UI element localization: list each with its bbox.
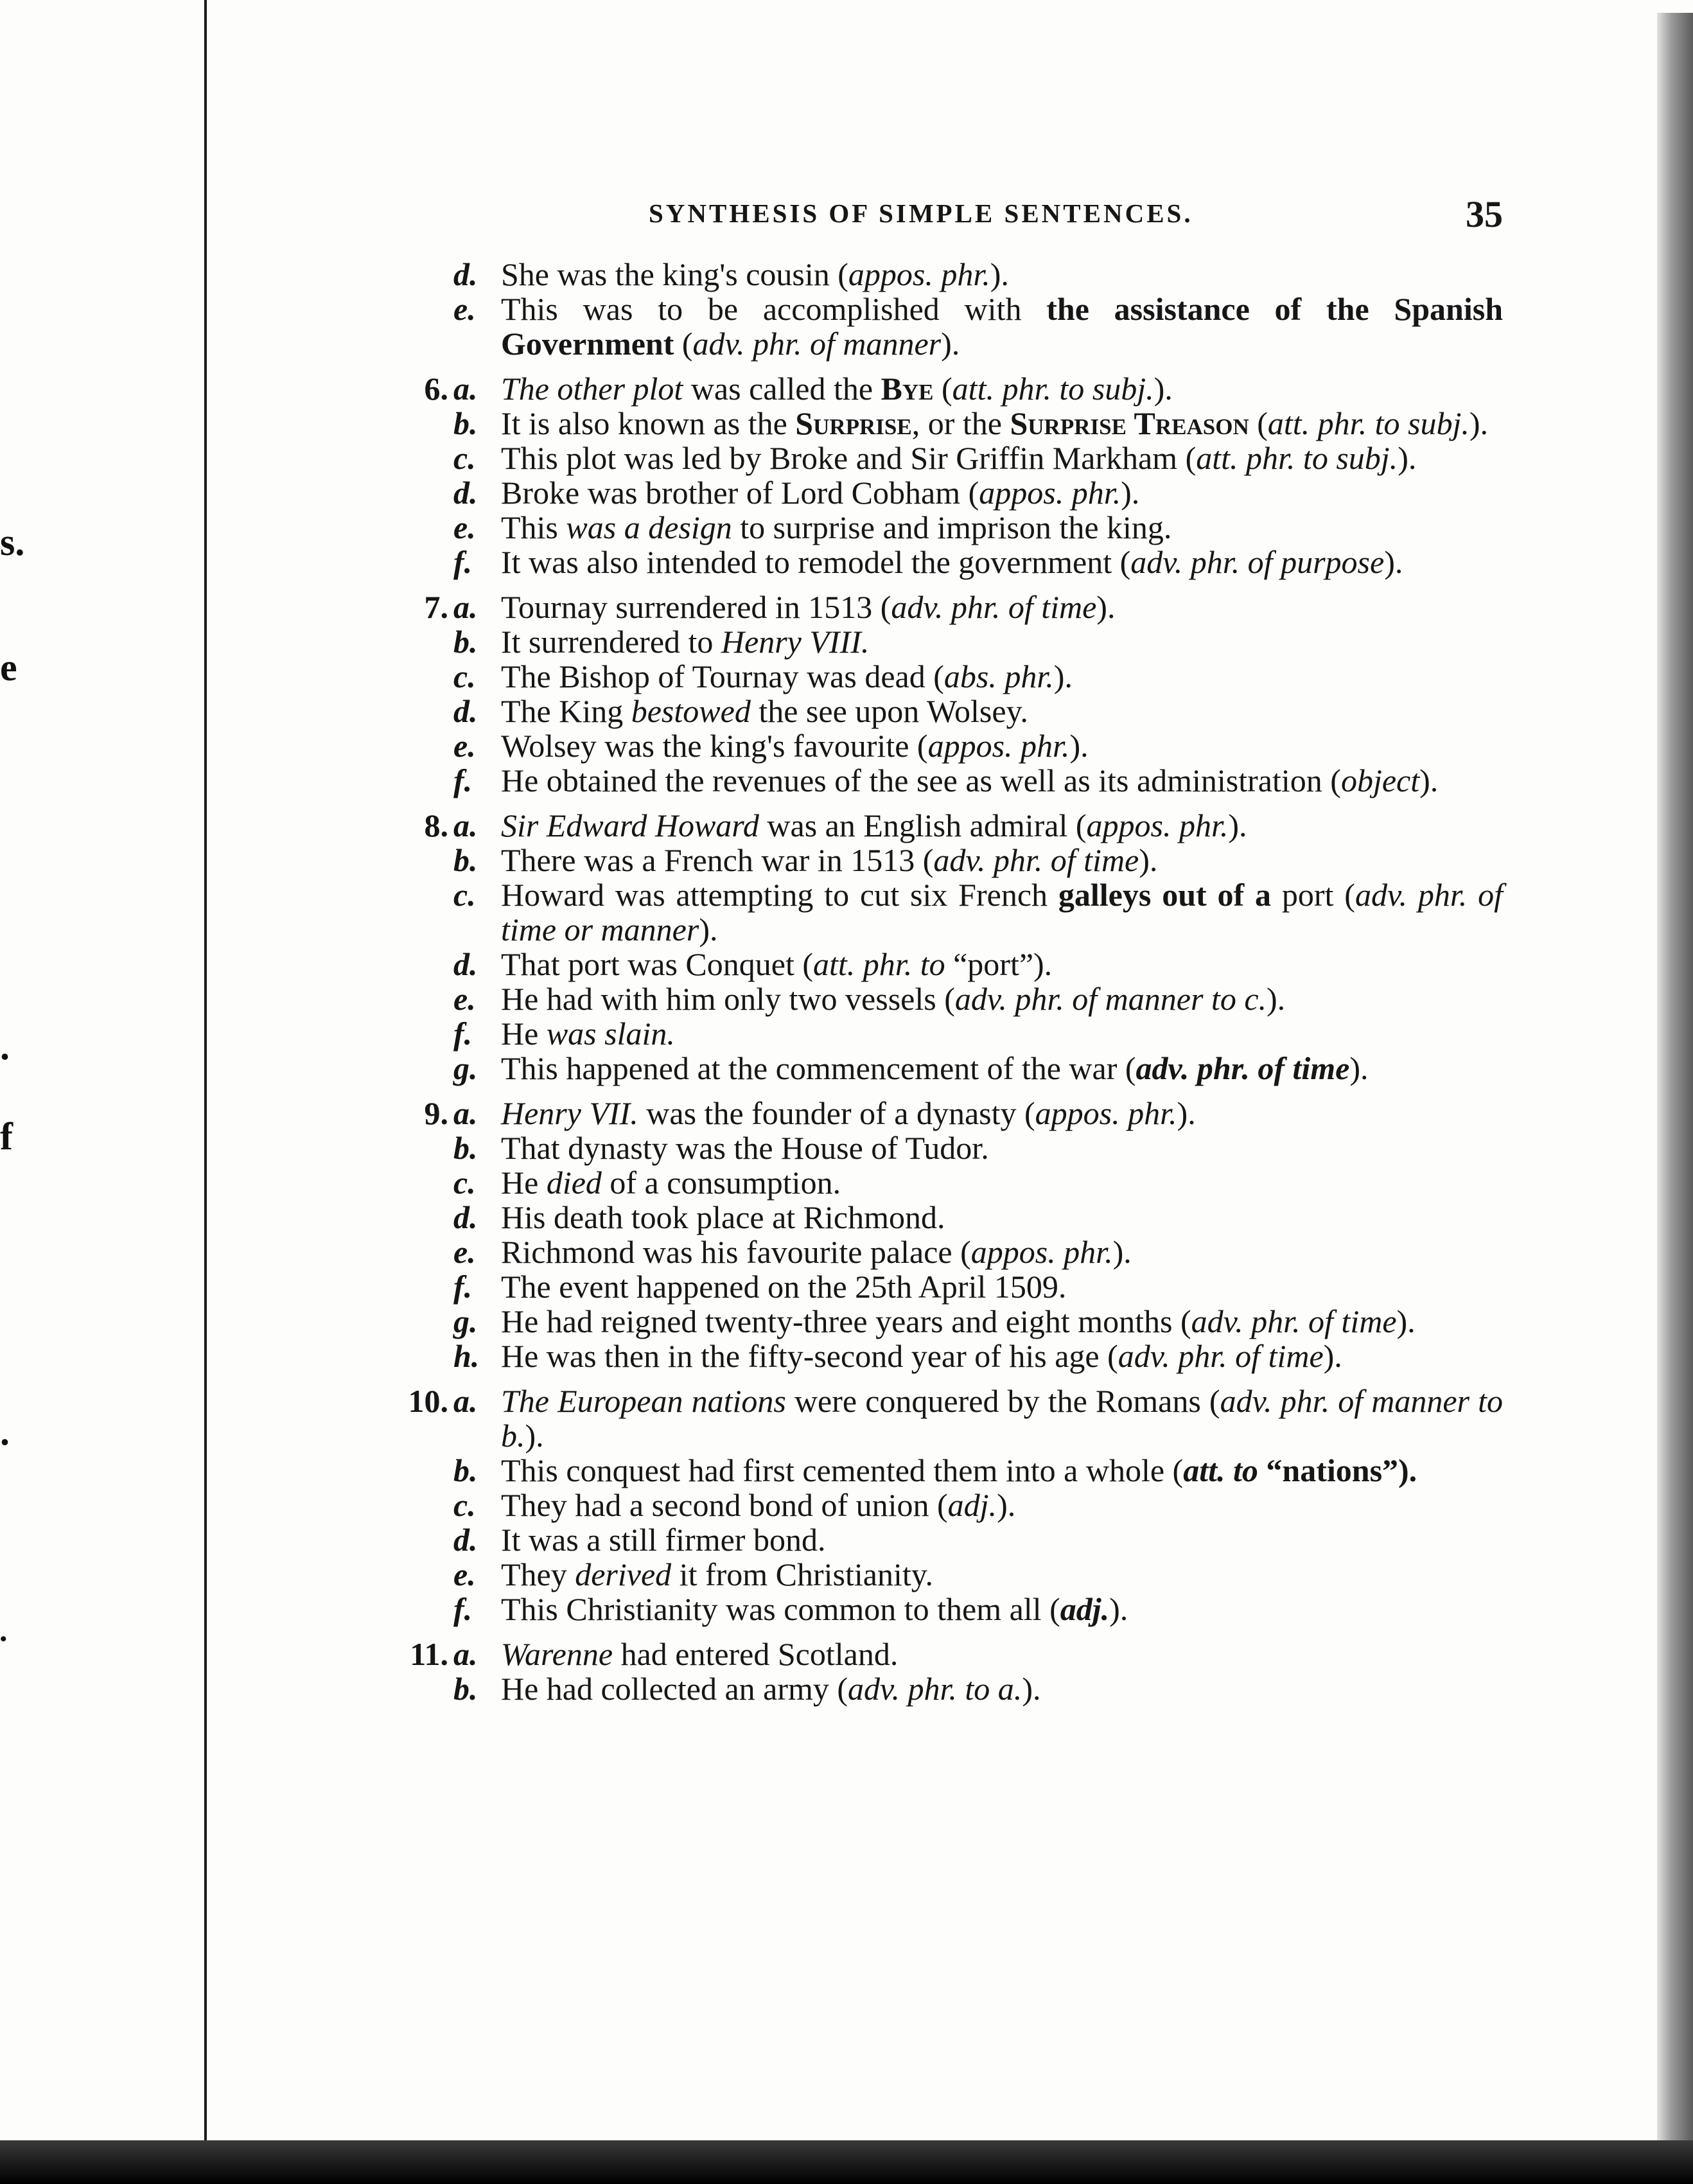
sentence-text: ).	[1267, 981, 1286, 1017]
sentence-text: ).	[941, 326, 960, 362]
sentence-text: appos. phr.	[1086, 807, 1229, 843]
sentence-text: abs. phr.	[943, 658, 1054, 694]
item-letter: e.	[453, 1234, 476, 1270]
sentence-text: att. phr. to subj.	[1267, 405, 1469, 441]
exercise-group	[385, 1637, 1503, 1706]
exercise-item	[385, 475, 1503, 510]
sentence-text: ).	[1022, 1671, 1041, 1707]
sentence-text: adv. phr. of time	[1191, 1303, 1397, 1339]
exercise-item	[385, 545, 1503, 579]
item-letter: h.	[453, 1338, 480, 1374]
item-letter: d.	[453, 946, 478, 982]
sentence-text: (	[674, 326, 693, 362]
sentence-text: Surprise Treason	[1010, 405, 1249, 441]
exercise-item	[385, 728, 1503, 763]
item-letter: e.	[453, 509, 476, 545]
sentence-text: Richmond was his favourite palace (	[501, 1234, 971, 1270]
item-letter: e.	[453, 981, 476, 1017]
exercise-item	[385, 1592, 1503, 1626]
exercise-item	[385, 843, 1503, 877]
sentence-text: ).	[1139, 842, 1158, 878]
item-letter: e.	[453, 291, 476, 327]
sentence-text: He	[501, 1165, 547, 1201]
item-letter: a.	[453, 1636, 478, 1672]
sentence-text: (	[933, 371, 952, 407]
sentence-text: It was a still firmer bond.	[501, 1522, 826, 1558]
sentence-text: Broke was brother of Lord Cobham (	[501, 475, 979, 511]
sentence-text: Tournay surrendered in 1513 (	[501, 589, 891, 625]
exercise-item	[385, 1637, 1503, 1671]
sentence-text: adv. phr. to a.	[848, 1671, 1022, 1707]
sentence-text: Henry VII.	[501, 1095, 638, 1131]
item-letter: a.	[453, 589, 478, 625]
exercise-item	[385, 1522, 1503, 1557]
exercise-item	[385, 257, 1503, 292]
item-letter: d.	[453, 1199, 478, 1235]
sentence-text: , or the	[911, 405, 1010, 441]
sentence-text: galleys out of a	[1058, 877, 1272, 913]
page-edge-bottom	[0, 2140, 1693, 2184]
exercise-item	[385, 763, 1503, 798]
exercise-group	[385, 257, 1503, 361]
item-letter: g.	[453, 1050, 478, 1086]
item-letter: a.	[453, 807, 478, 843]
sentence-text: ).	[1121, 475, 1140, 511]
sentence-text: She was the king's cousin (	[501, 256, 848, 292]
item-letter: b.	[453, 624, 478, 660]
item-letter: e.	[453, 728, 476, 764]
sentence-text: He	[501, 1016, 547, 1052]
sentence-text: It is also known as the	[501, 405, 796, 441]
sentence-text: “port”).	[945, 946, 1053, 982]
item-letter: g.	[453, 1303, 478, 1339]
sentence-text: It was also intended to remodel the government (	[501, 544, 1131, 580]
sentence-text: The King	[501, 693, 631, 729]
exercise-list	[385, 257, 1503, 1706]
sentence-text: was called the	[683, 371, 881, 407]
sentence-text: He obtained the revenues of the see as well as its administration (	[501, 762, 1341, 798]
sentence-text: derived	[575, 1556, 672, 1592]
sentence-text: was an English admiral (	[759, 807, 1087, 843]
sentence-text: This was to be accomplished with	[501, 291, 1047, 327]
item-letter: b.	[453, 1671, 478, 1707]
sentence-text: adj.	[1060, 1591, 1110, 1627]
sentence-text: ).	[1177, 1095, 1196, 1131]
exercise-number: 11.	[410, 1636, 448, 1672]
sentence-text: was a design	[566, 509, 732, 545]
exercise-item	[385, 982, 1503, 1016]
exercise-item	[385, 1488, 1503, 1522]
exercise-group	[385, 590, 1503, 798]
sentence-text: att. phr. to subj.	[952, 371, 1154, 407]
sentence-text: adv. phr. of manner to c.	[954, 981, 1267, 1017]
sentence-text: the assistance of the Spanish Government	[501, 291, 1504, 362]
sentence-text: “nations”).	[1258, 1452, 1417, 1488]
item-letter: a.	[453, 371, 478, 407]
exercise-item	[385, 1557, 1503, 1592]
exercise-group	[385, 1096, 1503, 1373]
sentence-text: ).	[1109, 1591, 1128, 1627]
sentence-text: att. phr. to	[813, 946, 945, 982]
sentence-text: adv. phr. of time	[1136, 1050, 1350, 1086]
exercise-item	[385, 1269, 1503, 1304]
sentence-text: This	[501, 509, 566, 545]
exercise-group	[385, 1384, 1503, 1626]
exercise-item	[385, 659, 1503, 694]
sentence-text: He was then in the fifty-second year of his age (	[501, 1338, 1118, 1374]
margin-fragment: s.	[0, 521, 25, 563]
sentence-text: adv. phr. of time	[933, 842, 1139, 878]
exercise-item	[385, 510, 1503, 545]
item-letter: d.	[453, 693, 478, 729]
exercise-item	[385, 694, 1503, 728]
sentence-text: ).	[1419, 762, 1439, 798]
item-letter: f.	[453, 1016, 473, 1052]
margin-fragment: .	[0, 1411, 10, 1453]
sentence-text: ).	[1112, 1234, 1132, 1270]
sentence-text: adv. phr. of manner	[692, 326, 942, 362]
sentence-text: had entered Scotland.	[613, 1636, 899, 1672]
exercise-item	[385, 624, 1503, 659]
item-letter: a.	[453, 1383, 478, 1419]
exercise-item	[385, 371, 1503, 406]
sentence-text: The European nations	[501, 1383, 786, 1419]
sentence-text: to surprise and imprison the king.	[732, 509, 1172, 545]
exercise-item	[385, 808, 1503, 843]
item-letter: b.	[453, 1452, 478, 1488]
item-letter: c.	[453, 877, 476, 913]
page-edge-right	[1657, 13, 1693, 2171]
sentence-text: ).	[1228, 807, 1247, 843]
sentence-text: adv. phr. of purpose	[1130, 544, 1385, 580]
item-letter: b.	[453, 842, 478, 878]
sentence-text: ).	[990, 256, 1009, 292]
sentence-text: appos. phr.	[1035, 1095, 1177, 1131]
sentence-text: Bye	[881, 371, 934, 407]
sentence-text: ).	[1154, 371, 1173, 407]
exercise-item	[385, 1671, 1503, 1706]
item-letter: d.	[453, 1522, 478, 1558]
sentence-text: Wolsey was the king's favourite (	[501, 728, 928, 764]
sentence-text: He had collected an army (	[501, 1671, 848, 1707]
sentence-text: were conquered by the Romans (	[785, 1383, 1220, 1419]
item-letter: f.	[453, 762, 473, 798]
sentence-text: adv. phr. of time or manner	[501, 877, 1503, 947]
sentence-text: It surrendered to	[501, 624, 721, 660]
sentence-text: That port was Conquet (	[501, 946, 814, 982]
sentence-text: the see upon Wolsey.	[750, 693, 1028, 729]
sentence-text: appos. phr.	[979, 475, 1121, 511]
item-letter: e.	[453, 1556, 476, 1592]
exercise-item	[385, 1384, 1503, 1453]
exercise-item	[385, 1131, 1503, 1165]
item-letter: d.	[453, 475, 478, 511]
exercise-item	[385, 1453, 1503, 1488]
sentence-text: Henry VIII.	[721, 624, 870, 660]
exercise-number: 9.	[424, 1095, 448, 1131]
sentence-text: object	[1340, 762, 1420, 798]
sentence-text: They had a second bond of union (	[501, 1487, 948, 1523]
sentence-text: Howard was attempting to cut six French	[501, 877, 1058, 913]
item-letter: b.	[453, 405, 478, 441]
exercise-number: 6.	[424, 371, 448, 407]
margin-fragment: .	[0, 1025, 10, 1068]
sentence-text: That dynasty was the House of Tudor.	[501, 1130, 989, 1166]
exercise-item	[385, 1051, 1503, 1086]
sentence-text: att. phr. to subj.	[1196, 440, 1398, 476]
sentence-text: ).	[699, 911, 718, 947]
sentence-text: bestowed	[631, 693, 751, 729]
sentence-text: (	[1249, 405, 1268, 441]
exercise-item	[385, 406, 1503, 441]
sentence-text: The other plot	[501, 371, 683, 407]
sentence-text: adv. phr. of time	[1118, 1338, 1324, 1374]
sentence-text: ).	[1323, 1338, 1342, 1374]
item-letter: d.	[453, 256, 478, 292]
item-letter: a.	[453, 1095, 478, 1131]
sentence-text: ).	[1096, 589, 1116, 625]
exercise-item	[385, 1304, 1503, 1339]
item-letter: c.	[453, 1487, 476, 1523]
exercise-item	[385, 947, 1503, 982]
exercise-item	[385, 1165, 1503, 1200]
item-letter: f.	[453, 544, 473, 580]
sentence-text: The event happened on the 25th April 1509.	[501, 1269, 1067, 1305]
sentence-text: port (	[1271, 877, 1355, 913]
sentence-text: There was a French war in 1513 (	[501, 842, 934, 878]
sentence-text: This Christianity was common to them all (	[501, 1591, 1060, 1627]
sentence-text: ).	[1069, 728, 1089, 764]
sentence-text: att. to	[1183, 1452, 1258, 1488]
exercise-item	[385, 1235, 1503, 1269]
exercise-group	[385, 371, 1503, 579]
sentence-text: ).	[1349, 1050, 1369, 1086]
sentence-text: The Bishop of Tournay was dead (	[501, 658, 944, 694]
sentence-text: ).	[1469, 405, 1488, 441]
sentence-text: adj.	[947, 1487, 997, 1523]
sentence-text: ).	[1053, 658, 1073, 694]
sentence-text: He had with him only two vessels (	[501, 981, 955, 1017]
margin-fragment: •	[0, 1628, 7, 1650]
exercise-group	[385, 808, 1503, 1086]
exercise-item	[385, 292, 1503, 361]
sentence-text: They	[501, 1556, 575, 1592]
sentence-text: ).	[525, 1418, 544, 1454]
sentence-text: appos. phr.	[970, 1234, 1113, 1270]
exercise-item	[385, 1339, 1503, 1373]
gutter-line	[204, 0, 207, 2158]
margin-fragment: f	[0, 1115, 13, 1158]
item-letter: c.	[453, 440, 476, 476]
exercise-number: 10.	[408, 1383, 448, 1419]
running-title: SYNTHESIS OF SIMPLE SENTENCES.	[649, 198, 1193, 228]
item-letter: c.	[453, 1165, 476, 1201]
sentence-text: Surprise	[795, 405, 912, 441]
sentence-text: He had reigned twenty-three years and eight months (	[501, 1303, 1191, 1339]
sentence-text: died	[546, 1165, 602, 1201]
margin-fragment: e	[0, 646, 17, 689]
sentence-text: appos. phr.	[927, 728, 1070, 764]
sentence-text: it from Christianity.	[671, 1556, 934, 1592]
exercise-item	[385, 590, 1503, 624]
exercise-item	[385, 877, 1503, 947]
sentence-text: His death took place at Richmond.	[501, 1199, 945, 1235]
page-number: 35	[1466, 193, 1503, 235]
item-letter: f.	[453, 1591, 473, 1627]
sentence-text: was the founder of a dynasty (	[638, 1095, 1035, 1131]
sentence-text: of a consumption.	[601, 1165, 841, 1201]
page-header	[649, 193, 1503, 238]
sentence-text: Warenne	[501, 1636, 613, 1672]
sentence-text: ).	[1384, 544, 1403, 580]
sentence-text: ).	[1398, 440, 1417, 476]
item-letter: c.	[453, 658, 476, 694]
sentence-text: ).	[1396, 1303, 1416, 1339]
sentence-text: This conquest had first cemented them into a whole (	[501, 1452, 1184, 1488]
exercise-number: 8.	[424, 807, 448, 843]
exercise-item	[385, 1016, 1503, 1051]
exercise-item	[385, 441, 1503, 475]
item-letter: b.	[453, 1130, 478, 1166]
sentence-text: This happened at the commencement of the war (	[501, 1050, 1136, 1086]
sentence-text: This plot was led by Broke and Sir Griffin Markham (	[501, 440, 1197, 476]
exercise-item	[385, 1096, 1503, 1131]
sentence-text: was slain.	[546, 1016, 675, 1052]
sentence-text: adv. phr. of time	[891, 589, 1097, 625]
sentence-text: appos. phr.	[848, 256, 990, 292]
exercise-item	[385, 1200, 1503, 1235]
sentence-text: ).	[997, 1487, 1016, 1523]
sentence-text: adv. phr. of manner to b.	[501, 1383, 1503, 1454]
item-letter: f.	[453, 1269, 473, 1305]
sentence-text: Sir Edward Howard	[501, 807, 759, 843]
exercise-number: 7.	[424, 589, 448, 625]
